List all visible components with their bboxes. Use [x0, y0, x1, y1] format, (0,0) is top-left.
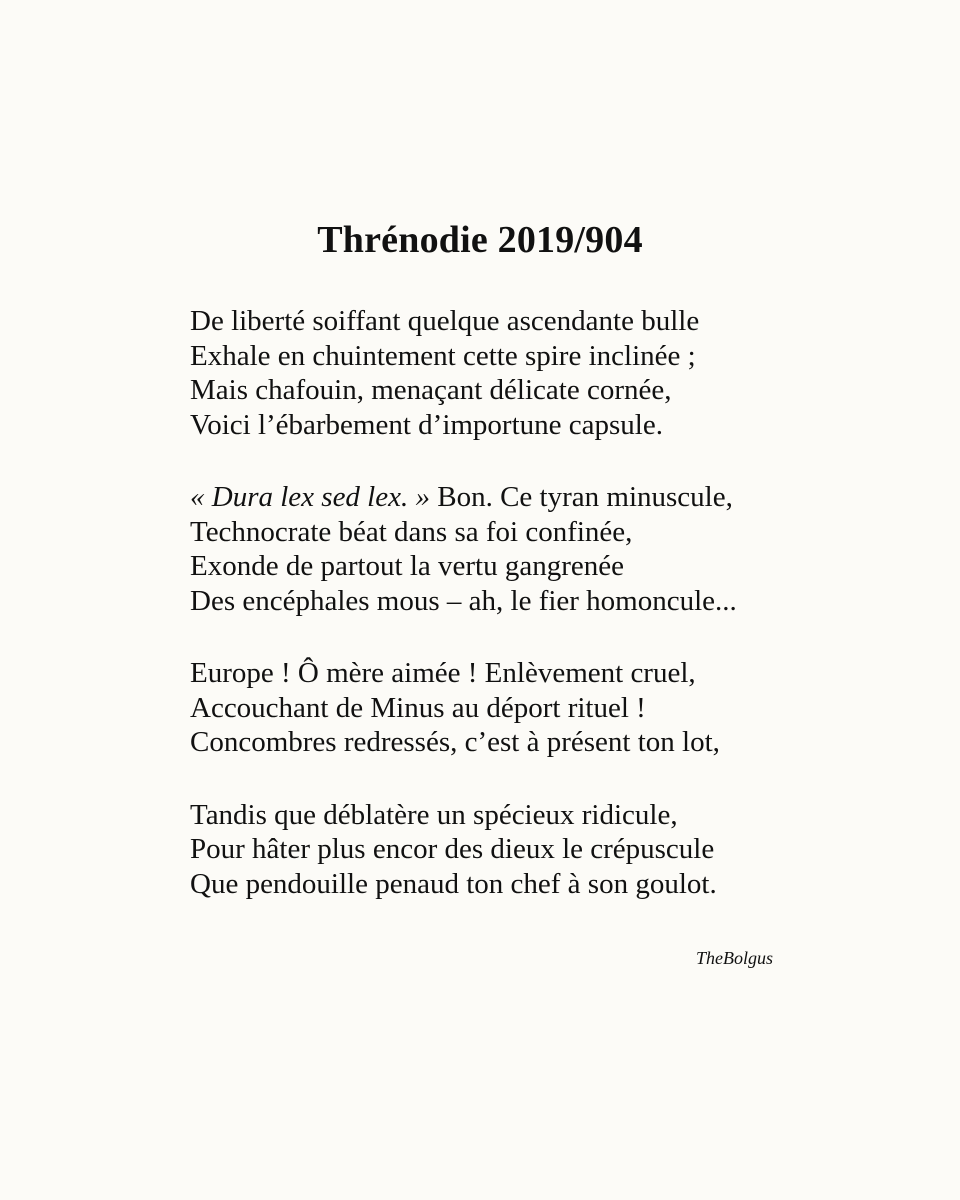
- stanza-4: [190, 798, 810, 902]
- verse-line: Technocrate béat dans sa foi confinée,: [190, 515, 633, 548]
- stanza-1: [190, 304, 810, 442]
- poem-title: Thrénodie 2019/904: [317, 219, 643, 261]
- verse-line: Des encéphales mous – ah, le fier homoncule...: [190, 584, 737, 617]
- verse-line: Tandis que déblatère un spécieux ridicule,: [190, 798, 678, 831]
- verse-line: [190, 480, 810, 515]
- verse-line: De liberté soiffant quelque ascendante bulle: [190, 305, 700, 337]
- verse-line: Voici l’ébarbement d’importune capsule.: [190, 408, 663, 441]
- verse-line: Concombres redressés, c’est à présent ton lot,: [190, 726, 720, 758]
- verse-line: Exonde de partout la vertu gangrenée: [190, 550, 625, 582]
- poem-body: [190, 304, 810, 939]
- verse-line: Pour hâter plus encor des dieux le crépuscule: [190, 833, 715, 865]
- latin-quote: « Dura lex sed lex. »: [190, 481, 430, 513]
- stanza-3: [190, 656, 810, 760]
- verse-line: Exhale en chuintement cette spire inclinée ;: [190, 339, 696, 372]
- stanza-2: [190, 480, 810, 618]
- verse-line: Que pendouille penaud ton chef à son goulot.: [190, 867, 717, 900]
- verse-line: Europe ! Ô mère aimée ! Enlèvement cruel,: [190, 657, 696, 689]
- verse-line: Mais chafouin, menaçant délicate cornée,: [190, 374, 672, 406]
- author-signature: TheBolgus: [695, 948, 773, 968]
- verse-line: Accouchant de Minus au déport rituel !: [190, 691, 646, 724]
- verse-line-rest: Bon. Ce tyran minuscule,: [430, 481, 733, 513]
